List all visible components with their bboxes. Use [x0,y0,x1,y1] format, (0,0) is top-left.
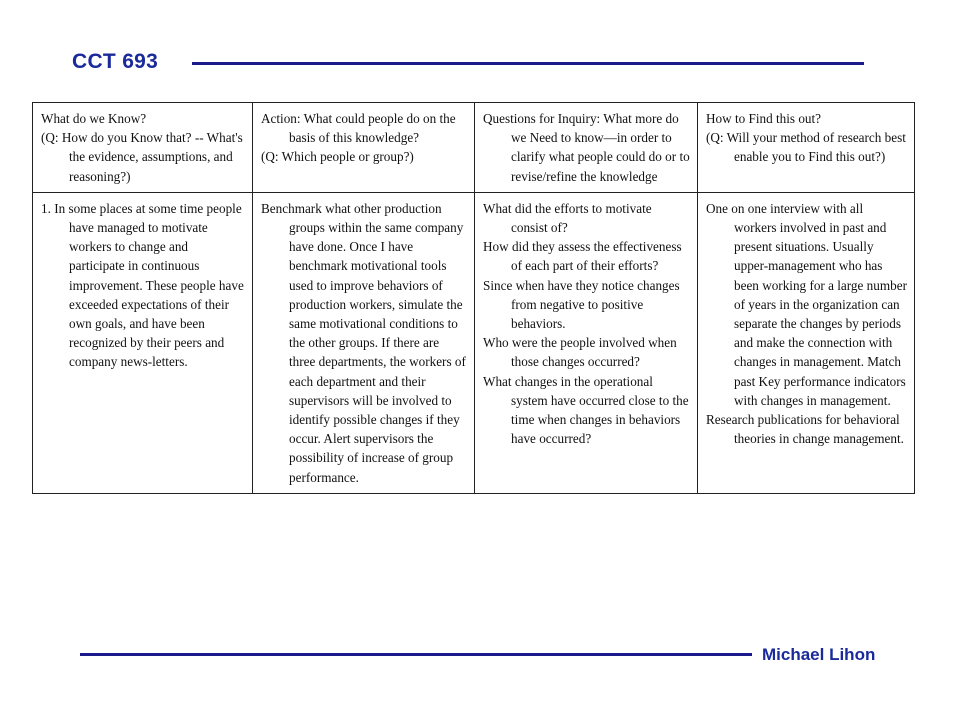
header-cell [253,103,475,193]
bottom-divider [80,653,752,656]
header-line: (Q: Will your method of research best enable you to Find this out?) [706,130,906,165]
cell-line: Who were the people involved when those changes occurred? [483,335,677,370]
header-line: Questions for Inquiry: What more do we Need to know—in order to clarify what people could do or to revise/refine the knowledge [483,111,690,184]
header-line: How to Find this out? [706,111,822,126]
table-row [33,192,915,493]
table-cell [698,192,915,493]
header-cell [33,103,253,193]
table-cell [475,192,698,493]
header-line: (Q: How do you Know that? -- What's the evidence, assumptions, and reasoning?) [41,130,243,184]
cell-line: Benchmark what other production groups within the same company have done. Once I have benchmark motivational tools used to improve behaviors of production workers, simulate the same motivational conditions to the other groups. If there are three departments, the workers of each department and their supervisors will be involved to identify possible changes if they occur. Alert supervisors the possibility of increase of group performance. [261,200,466,485]
cell-line: Since when have they notice changes from negative to positive behaviors. [483,277,680,332]
header-line: What do we Know? [41,111,147,126]
cell-line: Research publications for behavioral theories in change management. [706,412,904,447]
slide-title: CCT 693 [72,50,159,73]
header-cell [475,103,698,193]
inquiry-table [32,102,915,494]
header-row [33,103,915,193]
top-divider [192,62,864,65]
cell-line: What did the efforts to motivate consist of? [483,200,652,236]
table-cell [33,192,253,493]
header-line: Action: What could people do on the basis of this knowledge? [261,111,456,146]
header-cell [698,103,915,193]
cell-line: How did they assess the effectiveness of each part of their efforts? [483,239,682,274]
header-line: (Q: Which people or group?) [261,149,414,165]
author-name: Michael Lihon [762,645,876,664]
cell-line: What changes in the operational system have occurred close to the time when changes in behaviors have occurred? [483,373,689,447]
cell-line: 1. In some places at some time people have managed to motivate workers to change and participate in continuous improvement. These people have exceeded expectations of their own goals, and have been recognized by their peers and company news-letters. [41,200,244,370]
table-cell [253,192,475,493]
cell-line: One on one interview with all workers involved in past and present situations. Usually upper-management who has been working for a large number of years in the organization can separate the changes by periods and make the connection with changes in management. Match past Key performance indicators with changes in management. [706,200,907,408]
